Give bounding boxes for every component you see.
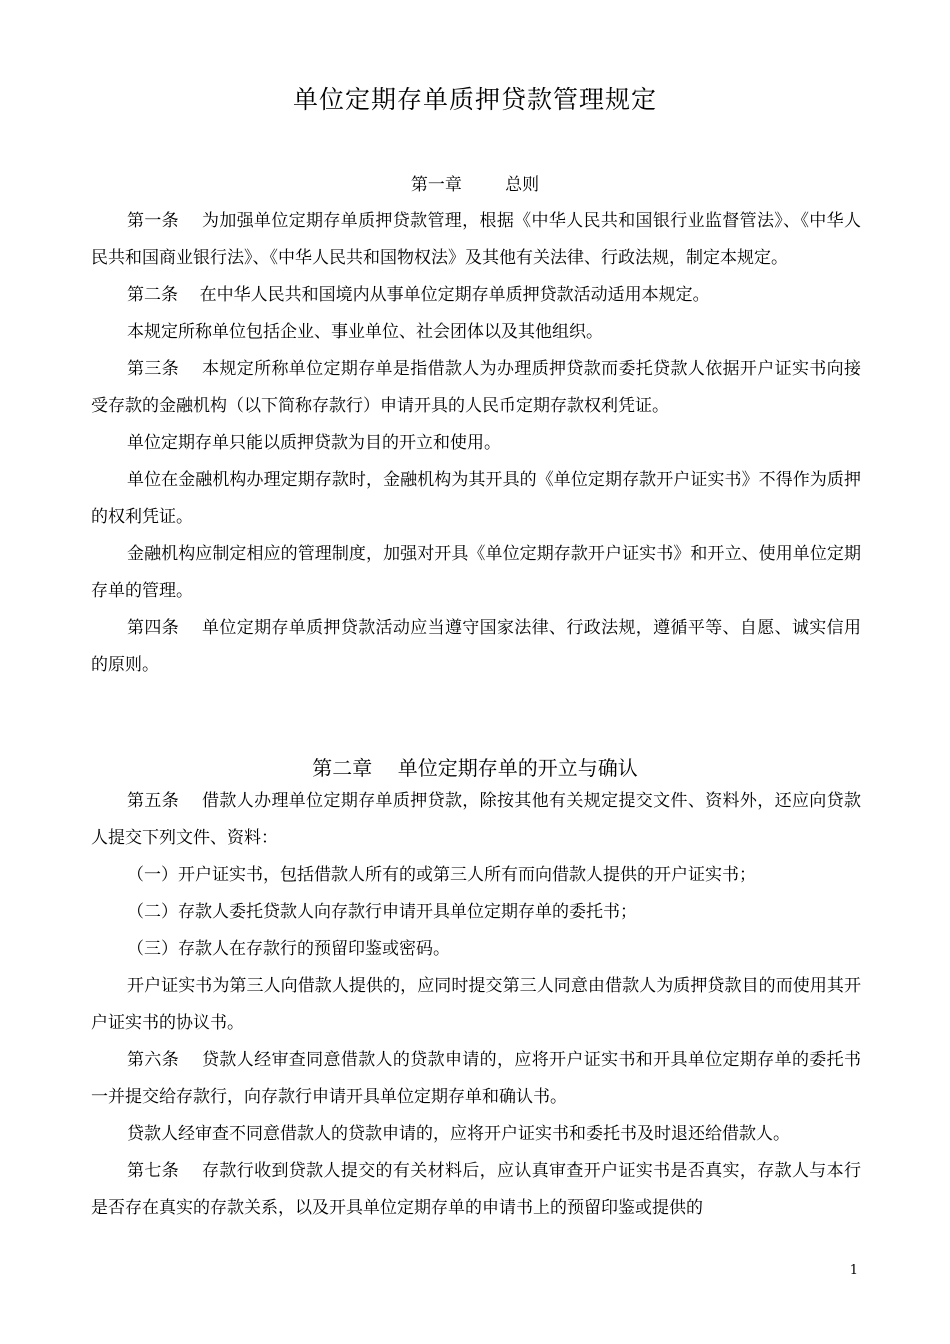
paragraph: 第四条 单位定期存单质押贷款活动应当遵守国家法律、行政法规，遵循平等、自愿、诚实信用的原则。 [91,618,861,675]
list-item: （三）存款人在存款行的预留印鉴或密码。 [127,939,450,959]
paragraph: 单位在金融机构办理定期存款时，金融机构为其开具的《单位定期存款开户证实书》不得作为质押的权利凭证。 [91,470,861,527]
chapter-1-body [91,203,861,684]
chapter-2-heading: 第二章 单位定期存单的开立与确认 [312,756,638,780]
paragraph: 开户证实书为第三人向借款人提供的，应同时提交第三人同意由借款人为质押贷款目的而使用其开户证实书的协议书。 [91,976,861,1033]
paragraph: 第一条 为加强单位定期存单质押贷款管理，根据《中华人民共和国银行业监督管法》、《中华人民共和国商业银行法》、《中华人民共和国物权法》及其他有关法律、行政法规，制定本规定。 [91,211,861,268]
paragraph: 第七条 存款行收到贷款人提交的有关材料后，应认真审查开户证实书是否真实，存款人与本行是否存在真实的存款关系，以及开具单位定期存单的申请书上的预留印鉴或提供的 [91,1161,861,1218]
paragraph: 单位定期存单只能以质押贷款为目的开立和使用。 [127,433,501,453]
paragraph: 本规定所称单位包括企业、事业单位、社会团体以及其他组织。 [127,322,603,342]
page-number: 1 [849,1263,858,1278]
paragraph: 第三条 本规定所称单位定期存单是指借款人为办理质押贷款而委托贷款人依据开户证实书向接受存款的金融机构（以下简称存款行）申请开具的人民币定期存款权利凭证。 [91,359,861,416]
paragraph: 第六条 贷款人经审查同意借款人的贷款申请的，应将开户证实书和开具单位定期存单的委托书一并提交给存款行，向存款行申请开具单位定期存单和确认书。 [91,1050,861,1107]
list-item: （二）存款人委托贷款人向存款行申请开具单位定期存单的委托书； [127,902,637,922]
chapter-1-heading: 第一章 总则 [410,175,540,195]
document-title: 单位定期存单质押贷款管理规定 [292,85,657,114]
chapter-2-body [91,783,861,1227]
paragraph: 金融机构应制定相应的管理制度，加强对开具《单位定期存款开户证实书》和开立、使用单位定期存单的管理。 [91,544,861,601]
list-item: （一）开户证实书，包括借款人所有的或第三人所有而向借款人提供的开户证实书； [127,865,756,885]
paragraph: 第五条 借款人办理单位定期存单质押贷款，除按其他有关规定提交文件、资料外，还应向贷款人提交下列文件、资料： [91,791,861,848]
paragraph: 第二条 在中华人民共和国境内从事单位定期存单质押贷款活动适用本规定。 [127,285,710,305]
paragraph: 贷款人经审查不同意借款人的贷款申请的，应将开户证实书和委托书及时退还给借款人。 [127,1124,790,1144]
